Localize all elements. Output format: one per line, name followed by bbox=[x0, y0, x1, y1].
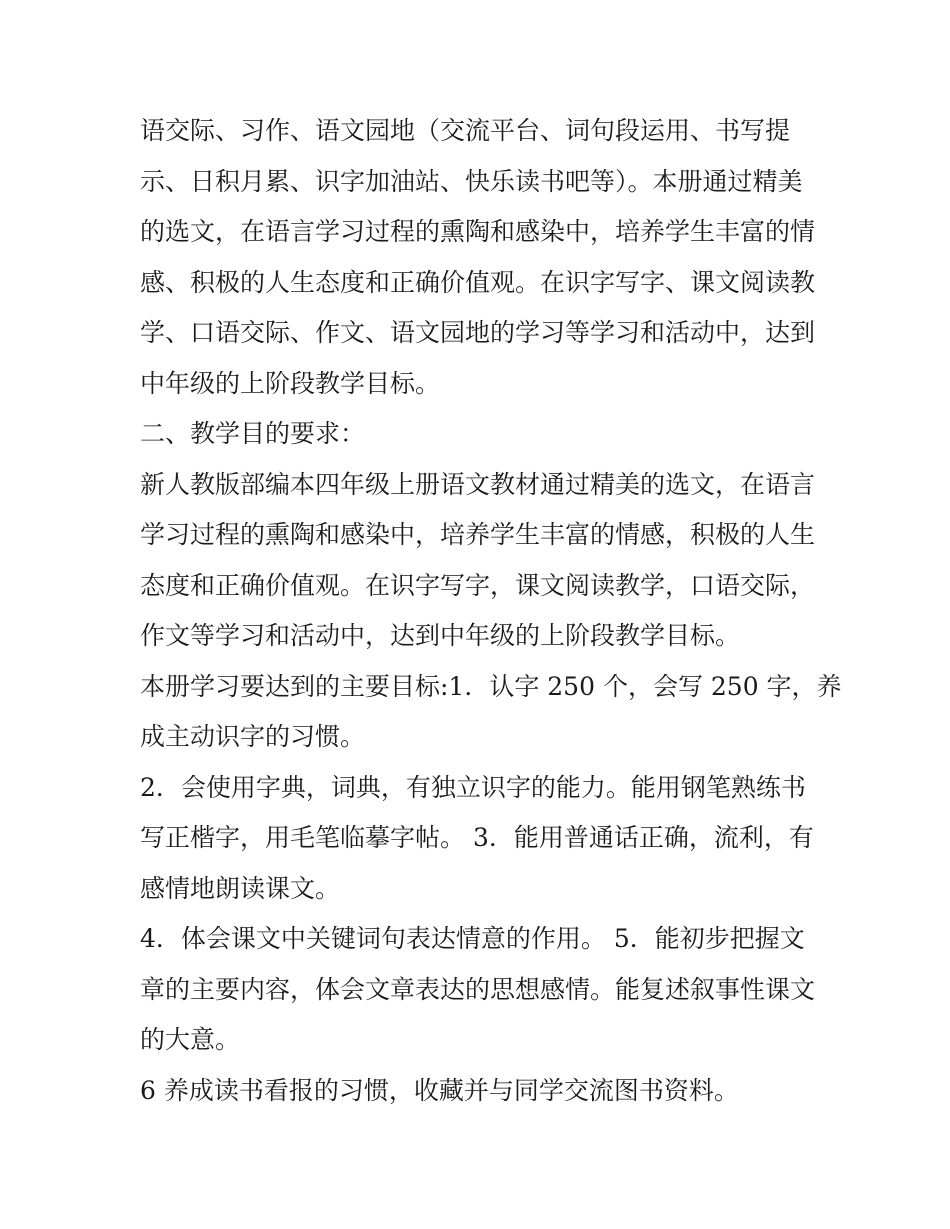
section-heading: 二、教学目的要求： bbox=[140, 419, 366, 448]
text-line: 成主动识字的习惯。 bbox=[140, 722, 366, 751]
text-line: 示、日积月累、识字加油站、快乐读书吧等）。本册通过精美 bbox=[140, 166, 803, 196]
text-line: 的选文，在语言学习过程的熏陶和感染中，培养学生丰富的情 bbox=[140, 217, 816, 246]
text-line: 感情地朗读课文。 bbox=[140, 873, 341, 903]
text-line: 语交际、习作、语文园地（交流平台、词句段运用、书写提 bbox=[140, 116, 791, 145]
text-line: 4．体会课文中关键词句表达情意的作用。 5．能初步把握文 bbox=[140, 924, 805, 953]
text-line: 学习过程的熏陶和感染中，培养学生丰富的情感，积极的人生 bbox=[140, 520, 816, 549]
text-line: 新人教版部编本四年级上册语文教材通过精美的选文，在语言 bbox=[140, 469, 816, 499]
text-line: 6 养成读书看报的习惯，收藏并与同学交流图书资料。 bbox=[140, 1075, 739, 1105]
text-line: 感、积极的人生态度和正确价值观。在识字写字、课文阅读教 bbox=[140, 267, 816, 297]
text-line: 写正楷字，用毛笔临摹字帖。 3．能用普通话正确，流利，有 bbox=[140, 823, 814, 852]
text-line: 学、口语交际、作文、语文园地的学习等学习和活动中，达到 bbox=[140, 318, 816, 347]
text-line: 本册学习要达到的主要目标:1．认字 250 个，会写 250 字，养 bbox=[140, 671, 842, 701]
text-line: 中年级的上阶段教学目标。 bbox=[140, 368, 441, 398]
document-body bbox=[140, 106, 842, 1116]
text-line: 态度和正确价值观。在识字写字，课文阅读教学，口语交际， bbox=[140, 570, 816, 600]
text-line: 2．会使用字典，词典，有独立识字的能力。能用钢笔熟练书 bbox=[140, 772, 806, 802]
text-line: 章的主要内容，体会文章表达的思想感情。能复述叙事性课文 bbox=[140, 974, 816, 1004]
text-line: 的大意。 bbox=[140, 1025, 241, 1054]
text-line: 作文等学习和活动中，达到中年级的上阶段教学目标。 bbox=[140, 621, 741, 650]
